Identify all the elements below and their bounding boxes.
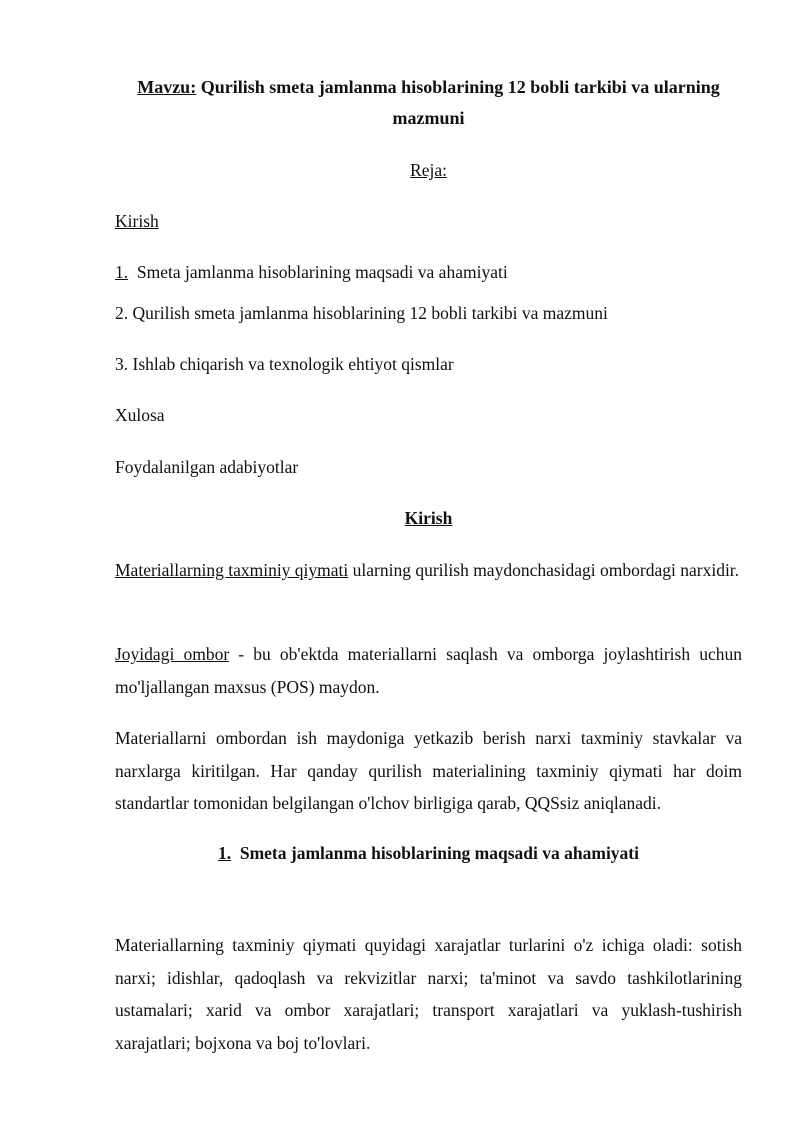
plan-conclusion: Xulosa	[115, 405, 165, 425]
section-1-paragraph-1: Materiallarning taxminiy qiymati quyidagi xarajatlar turlarini o'z ichiga oladi: sotish narxi; idishlar, qadoqlash va rekvizitlar narxi; ta'minot va savdo tashkilotlarining ustamalari; xarid va ombor xarajatlari; transport xarajatlari va yuklash-tushirish xarajatlari; bojxona va boj to'lovlari.	[115, 935, 742, 1053]
plan-intro: Kirish	[115, 211, 159, 231]
plan-item-1-text: Smeta jamlanma hisoblarining maqsadi va ahamiyati	[128, 262, 508, 282]
section-1-heading	[115, 843, 742, 864]
term-site-warehouse: Joyidagi ombor	[115, 644, 230, 664]
intro-paragraph-1-text: ularning qurilish maydonchasidagi ombordagi narxidir.	[348, 560, 740, 580]
plan-references: Foydalanilgan adabiyotlar	[115, 457, 299, 477]
intro-heading: Kirish	[404, 508, 453, 528]
intro-paragraph-1	[115, 554, 742, 587]
section-1-heading-text: Smeta jamlanma hisoblarining maqsadi va ahamiyati	[231, 843, 640, 863]
title-prefix: Mavzu:	[137, 77, 197, 97]
term-estimated-cost: Materiallarning taxminiy qiymati	[115, 560, 349, 580]
document-title	[115, 72, 742, 134]
plan-heading: Reja:	[410, 160, 447, 180]
plan-item-1-number: 1.	[115, 262, 129, 282]
plan-item-1	[115, 262, 742, 283]
plan-item-3: 3. Ishlab chiqarish va texnologik ehtiyot qismlar	[115, 354, 454, 374]
intro-paragraph-2	[115, 638, 742, 703]
section-1-number: 1.	[217, 843, 232, 863]
title-text: Qurilish smeta jamlanma hisoblarining 12 bobli tarkibi va ularning mazmuni	[196, 77, 720, 128]
plan-item-2: 2. Qurilish smeta jamlanma hisoblarining 12 bobli tarkibi va mazmuni	[115, 303, 608, 323]
intro-paragraph-2-text: - bu ob'ektda materiallarni saqlash va omborga joylashtirish uchun mo'ljallangan maxsus (POS) maydon.	[115, 644, 742, 697]
intro-paragraph-3: Materiallarni ombordan ish maydoniga yetkazib berish narxi taxminiy stavkalar va narxlarga kiritilgan. Har qanday qurilish materialining taxminiy qiymati har doim standartlar tomonidan belgilangan o'lchov birligiga qarab, QQSsiz aniqlanadi.	[115, 728, 742, 813]
